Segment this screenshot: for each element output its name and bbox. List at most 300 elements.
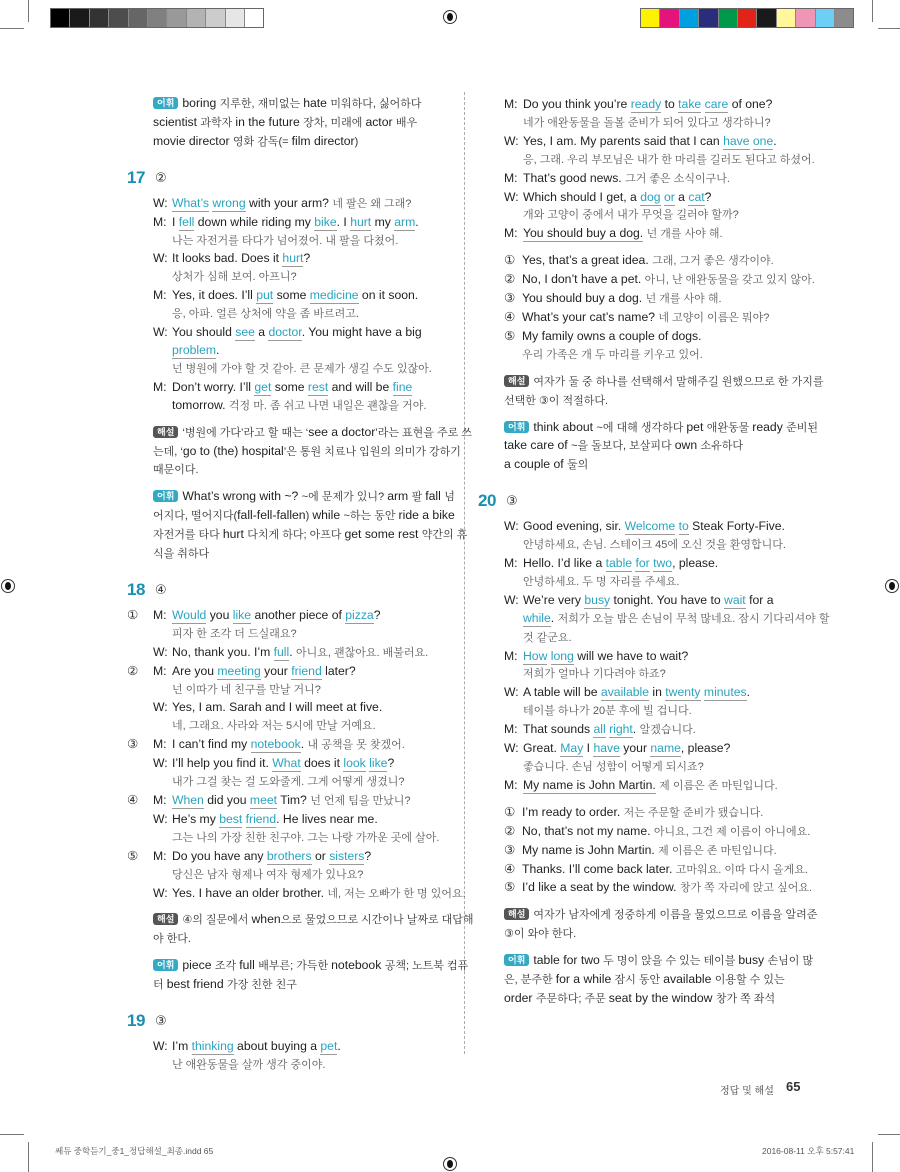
text-line — [523, 777, 778, 796]
korean-translation: 다치게 하다; 아프다 — [247, 529, 345, 542]
option-number: ① — [504, 804, 516, 819]
korean-translation: 상처가 심해 보여. 아프니? — [172, 271, 297, 284]
dialogue-line — [127, 811, 462, 848]
slug-file-name: 쎄듀 중학듣기_중1_정답해설_최종.indd 65 — [55, 1146, 214, 1156]
text-line — [172, 305, 418, 324]
korean-translation: 네 고양이 이름은 뭐야? — [658, 311, 770, 324]
answer-blank: put — [256, 288, 274, 303]
vocabulary-badge: 어휘 — [153, 490, 178, 502]
line-content — [523, 133, 815, 170]
option-item — [478, 252, 823, 271]
text-line — [504, 906, 823, 925]
korean-translation: 넘 — [444, 491, 455, 504]
text: ride a bike — [398, 508, 455, 523]
text-line — [153, 443, 462, 462]
line-content — [523, 777, 778, 796]
answer-blank: look — [343, 756, 366, 771]
answer-blank: doctor — [268, 325, 302, 340]
gray-swatch — [129, 9, 148, 27]
item-marker — [478, 252, 504, 271]
item-marker — [478, 96, 504, 133]
text-line — [172, 736, 405, 755]
korean-translation: 것 같군요. — [523, 631, 572, 644]
text-line — [523, 133, 815, 151]
dialogue-line — [127, 699, 462, 736]
text: Yes, that’s a great idea. — [522, 253, 653, 268]
korean-translation: 당신은 남자 형제나 여자 형제가 있나요? — [172, 868, 364, 881]
line-content — [522, 328, 703, 365]
explanation-badge: 해설 — [153, 913, 178, 925]
line-content — [522, 879, 812, 898]
korean-translation: 저희가 얼마나 기다려야 하죠? — [523, 668, 666, 681]
line-content — [172, 699, 382, 736]
text: My family owns a couple of dogs. — [522, 328, 702, 343]
answer-blank: sisters — [329, 848, 365, 863]
dialogue-line — [127, 644, 462, 663]
text: . — [773, 133, 777, 148]
vocabulary-note — [478, 419, 823, 476]
text-line — [522, 861, 808, 880]
item-marker — [127, 1038, 153, 1075]
explanation-note — [478, 906, 823, 944]
dialogue — [478, 96, 823, 244]
text-line — [523, 206, 739, 225]
korean-translation: ~에 문제가 있니? — [301, 491, 388, 504]
korean-translation: 좋습니다. 손님 성함이 어떻게 되시죠? — [523, 761, 704, 773]
item-marker — [127, 195, 153, 214]
line-content — [172, 663, 356, 700]
text: table for two — [533, 953, 604, 968]
text: No, I don’t have a pet. — [522, 272, 645, 287]
text: I — [583, 741, 594, 756]
dialogue-line — [127, 885, 466, 904]
line-content — [523, 170, 730, 189]
dialogue-line — [478, 225, 823, 244]
text-line — [522, 879, 812, 898]
gray-swatch — [187, 9, 206, 27]
line-content — [172, 792, 411, 811]
line-content — [522, 271, 815, 290]
korean-translation: 여자가 남자에게 정중하게 이름을 물었으므로 이름을 알려준 — [533, 909, 818, 922]
answer-blank: to — [678, 519, 689, 534]
text-line — [504, 419, 823, 438]
text: I’ll help you find it. — [172, 756, 273, 771]
dialogue-line — [478, 170, 823, 189]
korean-translation: ④의 질문에서 — [182, 914, 252, 927]
text-line — [172, 792, 411, 811]
line-content — [172, 755, 404, 792]
text: order — [504, 990, 536, 1005]
slug-timestamp: 2016-08-11 오후 5:57:41 — [762, 1146, 855, 1156]
color-swatch — [680, 9, 699, 27]
text: when — [251, 912, 281, 927]
answer-blank: all — [593, 722, 606, 737]
text: Which should I get, a — [523, 189, 641, 204]
speaker-label: W: — [504, 133, 519, 148]
text-line — [153, 545, 462, 564]
text: your — [619, 741, 651, 756]
speaker-label: M: — [153, 288, 167, 303]
item-marker — [127, 214, 153, 251]
text-line — [153, 461, 462, 480]
answer-blank: for — [635, 556, 650, 571]
text: piece — [182, 958, 215, 973]
text: A table will be — [523, 685, 601, 700]
text: ? — [704, 189, 712, 204]
line-content — [523, 225, 723, 244]
text: you — [206, 607, 233, 622]
text-line — [172, 773, 404, 792]
item-marker — [478, 861, 504, 880]
korean-translation: 네, 저는 오빠가 한 명 있어요. — [327, 887, 466, 900]
text-line — [172, 397, 426, 416]
text: Yes. I have an older brother. — [172, 885, 328, 900]
vocabulary-note — [127, 957, 469, 995]
process-color-bar — [640, 8, 854, 28]
line-content — [172, 811, 439, 848]
text: go to (the) hospital — [182, 443, 284, 458]
text: . — [550, 610, 558, 625]
text-line — [172, 195, 411, 214]
text: a — [674, 189, 689, 204]
text: own — [674, 438, 701, 453]
dialogue-line — [478, 518, 823, 555]
answer-blank: take — [678, 97, 702, 111]
answer-blank: ready — [630, 97, 662, 111]
text: your — [260, 663, 292, 678]
korean-translation: ~하는 동안 — [343, 510, 399, 523]
option-item — [478, 879, 823, 898]
text: movie director — [153, 133, 233, 148]
crop-mark — [28, 1142, 29, 1172]
korean-translation: 안녕하세요. 두 명 자리를 주세요. — [523, 575, 680, 588]
text: some — [271, 379, 308, 394]
text-line — [523, 758, 730, 777]
text-line — [172, 324, 432, 342]
answer-blank: Would — [172, 607, 207, 622]
registration-mark-icon — [443, 10, 457, 24]
text-line — [523, 610, 829, 629]
korean-translation: 넌 언제 팀을 만났니? — [310, 795, 411, 807]
item-marker: ⑤ — [127, 848, 139, 863]
text-line — [153, 526, 468, 545]
text: about buying a — [233, 1039, 321, 1054]
korean-translation: ‘병원에 가다’라고 할 때는 ‘ — [182, 426, 309, 439]
korean-translation: 으로 물었으므로 시간이나 날짜로 대답해 — [280, 914, 474, 927]
text: That sounds — [523, 722, 594, 737]
answer-blank: name — [650, 741, 681, 756]
speaker-label: W: — [153, 700, 168, 715]
korean-translation: 약간의 휴 — [421, 529, 468, 542]
vocabulary-badge: 어휘 — [153, 959, 178, 971]
text: ? — [303, 251, 311, 266]
korean-translation: 는데, ‘ — [153, 445, 183, 458]
line-content — [172, 885, 466, 904]
text: down while riding my — [194, 214, 315, 229]
item-marker: ① — [127, 607, 139, 622]
text: , please. — [672, 556, 719, 571]
line-content — [172, 214, 419, 251]
korean-translation: 아니, 난 애완동물을 갖고 있지 않아. — [644, 274, 815, 287]
text-line — [522, 823, 810, 842]
line-content — [172, 607, 380, 644]
answer-choice: ③ — [155, 1013, 167, 1029]
text: arm — [387, 489, 412, 504]
answer-blank: May — [560, 741, 584, 756]
answer-blank: fine — [392, 379, 413, 394]
text-line — [153, 488, 462, 507]
crop-mark — [0, 1134, 24, 1135]
answer-choice: ④ — [155, 581, 167, 597]
item-marker — [478, 133, 504, 170]
text: No, that’s not my name. — [522, 823, 654, 838]
text-line — [153, 114, 462, 133]
answer-blank: pizza — [345, 607, 374, 622]
explanation-badge: 해설 — [153, 426, 178, 438]
text-line — [522, 309, 769, 328]
dialogue-line — [127, 1038, 462, 1075]
korean-translation: 그래, 그거 좋은 생각이야. — [652, 255, 774, 268]
explanation-note — [127, 424, 472, 481]
answer-blank: When — [172, 793, 204, 807]
text-line — [172, 287, 418, 305]
color-swatch — [641, 9, 660, 27]
text-line — [523, 648, 688, 666]
text: my — [371, 214, 395, 229]
item-marker — [478, 271, 504, 290]
text: I’m ready to order. — [522, 804, 624, 819]
text: . You might have a big — [301, 325, 422, 340]
dialogue-line — [127, 250, 462, 287]
text: ? — [364, 848, 372, 863]
korean-translation: 이용할 수 있는 — [714, 974, 785, 987]
korean-translation: 어지다, 떨어지다( — [153, 510, 238, 523]
text: later? — [321, 663, 356, 678]
option-number: ② — [504, 823, 516, 838]
korean-translation: 지루한, 재미없는 — [219, 98, 304, 110]
item-marker — [478, 721, 504, 740]
line-content — [522, 309, 769, 328]
answer-blank: notebook — [250, 737, 301, 752]
item-marker — [478, 309, 504, 328]
item-marker — [127, 755, 153, 792]
korean-translation: 넌 개를 사야 해. — [645, 293, 722, 306]
korean-translation: 나는 자전거를 타다가 넘어졌어. 내 팔을 다쳤어. — [172, 234, 399, 247]
text: tonight. You have to — [610, 592, 725, 607]
korean-translation: 야 한다. — [153, 933, 191, 946]
text-line — [153, 95, 462, 114]
speaker-label: W: — [153, 756, 168, 771]
gray-swatch — [245, 9, 263, 27]
answer-blank: twenty — [665, 685, 701, 700]
text-line — [504, 456, 823, 475]
item-marker — [478, 879, 504, 898]
dialogue — [127, 607, 466, 904]
dialogue — [478, 518, 830, 796]
gray-swatch — [148, 9, 167, 27]
korean-translation: 네가 애완동물을 돌볼 준비가 되어 있다고 생각하니? — [523, 116, 771, 129]
answer-choice: ③ — [506, 493, 518, 509]
text-line — [523, 629, 829, 648]
item-marker — [127, 644, 153, 663]
option-number: ② — [504, 272, 516, 287]
answer-blank: pet — [320, 1039, 338, 1054]
text-line — [172, 607, 380, 625]
speaker-label: M: — [153, 607, 167, 622]
item-marker: ④ — [127, 793, 139, 807]
text: available — [663, 972, 715, 987]
text: . — [216, 342, 220, 357]
text-line — [172, 1056, 341, 1075]
color-swatch — [738, 9, 757, 27]
answer-blank: brothers — [266, 848, 312, 863]
option-number: ① — [504, 253, 516, 268]
text-line — [153, 911, 474, 930]
text: to — [661, 97, 679, 111]
text-line — [522, 328, 703, 346]
text: Yes, I am. My parents said that I can — [523, 133, 724, 148]
vocabulary-badge: 어휘 — [504, 421, 529, 433]
registration-mark-icon — [885, 579, 899, 593]
text-line — [172, 342, 432, 360]
text-line — [172, 848, 371, 866]
text: . I — [336, 214, 351, 229]
speaker-label: M: — [504, 722, 518, 737]
korean-translation: ’라는 표현을 주로 쓰 — [375, 426, 472, 439]
dialogue — [127, 1038, 462, 1075]
text: full — [239, 958, 259, 973]
text-line — [523, 555, 718, 573]
answer-blank: meeting — [217, 663, 261, 678]
text-line — [523, 96, 772, 114]
answer-blank: or — [663, 189, 675, 204]
answer-blank: long — [550, 648, 574, 663]
speaker-label: M: — [504, 777, 518, 792]
korean-translation: 때문이다. — [153, 464, 199, 477]
option-item — [478, 861, 823, 880]
korean-translation: 고마워요. 이따 다시 올게요. — [675, 863, 808, 876]
text: scientist — [153, 114, 201, 129]
korean-translation: 우리 가족은 개 두 마리를 키우고 있어. — [522, 348, 703, 361]
text: see a doctor — [308, 424, 376, 439]
vocabulary-note — [127, 95, 462, 152]
text: No, thank you. I’m — [172, 644, 274, 659]
dialogue-line — [478, 740, 823, 777]
line-content — [523, 648, 688, 685]
dialogue-line — [127, 214, 462, 251]
korean-translation: 미워하다, 싫어하다 — [330, 98, 422, 110]
option-item — [478, 271, 823, 290]
korean-translation: 넌 이따가 네 친구를 만날 거니? — [172, 683, 321, 696]
speaker-label: M: — [153, 848, 167, 863]
speaker-label: M: — [153, 214, 167, 229]
text: hate — [303, 96, 331, 110]
speaker-label: M: — [153, 379, 167, 394]
answer-blank: right — [609, 722, 633, 737]
speaker-label: W: — [153, 325, 168, 340]
speaker-label: M: — [504, 556, 518, 571]
answer-blank: wrong — [212, 195, 246, 210]
color-swatch — [660, 9, 679, 27]
text: think about — [533, 419, 597, 434]
grayscale-color-bar — [50, 8, 264, 28]
answer-blank: fell — [178, 214, 195, 229]
text-line — [522, 842, 777, 861]
item-marker — [127, 287, 153, 324]
color-swatch — [699, 9, 718, 27]
answer-blank: bike — [314, 214, 337, 229]
text-line — [172, 644, 428, 663]
color-swatch — [796, 9, 815, 27]
gray-swatch — [109, 9, 128, 27]
text-line — [523, 189, 739, 207]
korean-translation: 제 이름은 존 마틴입니다. — [658, 844, 777, 857]
question-header — [127, 169, 462, 187]
color-swatch — [835, 9, 853, 27]
answer-blank: busy — [584, 592, 611, 607]
dialogue-line — [478, 777, 823, 796]
text-line — [523, 592, 829, 610]
text-line — [172, 885, 466, 904]
text-line — [504, 437, 823, 456]
text-line — [172, 214, 419, 232]
item-marker — [478, 777, 504, 796]
text-line — [172, 717, 382, 736]
item-marker — [478, 555, 504, 592]
text-line — [504, 925, 823, 944]
text: actor — [365, 114, 396, 129]
text: tomorrow. — [172, 397, 229, 412]
korean-translation: 과학자 — [200, 116, 236, 129]
korean-translation: 네, 그래요. 사라와 저는 5시에 만날 거예요. — [172, 720, 376, 733]
text-line — [153, 424, 472, 443]
text: Hello. I’d like a — [523, 556, 606, 571]
line-content — [172, 250, 310, 287]
underlined-answer: You should buy a dog. — [523, 226, 644, 241]
text: What’s your cat’s name? — [522, 309, 659, 324]
korean-translation: 여자가 둘 중 하나를 선택해서 말해주길 원했으므로 한 가지를 — [533, 375, 824, 388]
text: Do you have any — [172, 848, 267, 863]
text: get some rest — [344, 527, 422, 542]
korean-translation: 식을 취하다 — [153, 548, 210, 561]
item-marker — [478, 804, 504, 823]
option-item — [478, 290, 823, 309]
text: , please? — [680, 741, 731, 756]
option-number: ④ — [504, 861, 516, 876]
line-content — [523, 592, 829, 648]
text: or — [311, 848, 330, 863]
speaker-label: W: — [504, 592, 519, 607]
korean-translation: 영화 감독(= — [232, 135, 292, 148]
item-marker — [478, 592, 504, 648]
text-line — [523, 573, 718, 592]
line-content — [172, 736, 405, 755]
answer-blank: get — [254, 379, 272, 394]
item-marker — [478, 225, 504, 244]
korean-translation: 공책; 노트북 컴퓨 — [384, 960, 469, 973]
item-marker — [478, 290, 504, 309]
item-marker — [478, 170, 504, 189]
text-line — [504, 971, 823, 990]
text: for a while — [555, 972, 615, 987]
item-marker — [127, 811, 153, 848]
korean-translation: 팔 — [411, 491, 426, 504]
text: . He lives near me. — [276, 811, 378, 826]
item-marker — [478, 684, 504, 721]
text-line — [504, 392, 823, 411]
speaker-label: M: — [153, 737, 167, 752]
line-content — [522, 252, 774, 271]
